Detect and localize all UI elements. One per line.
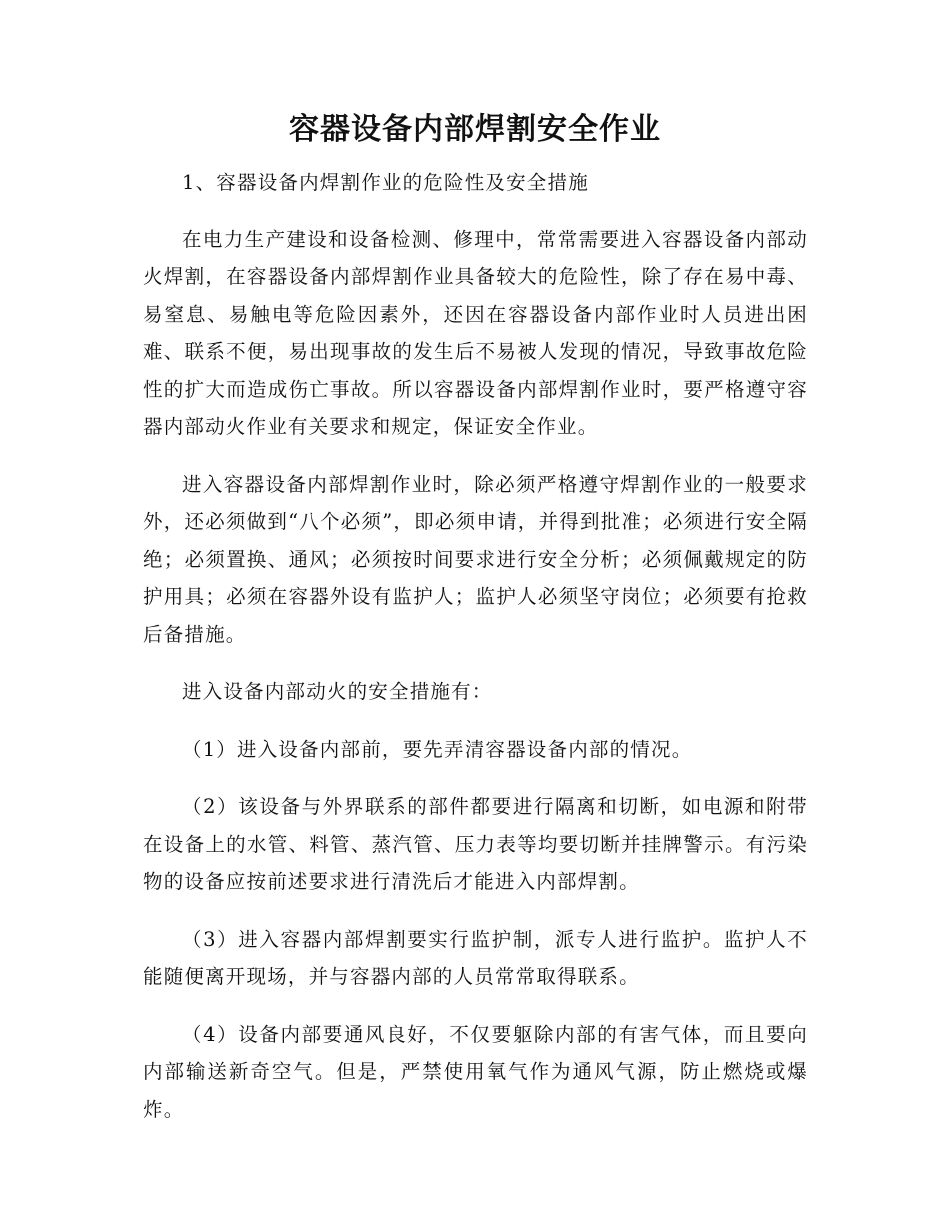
list-item-4: （4）设备内部要通风良好，不仅要躯除内部的有害气体，而且要向内部输送新奇空气。但是，严禁使用氧气作为通风气源，防止燃烧或爆炸。 bbox=[143, 1022, 808, 1121]
paragraph-hazards: 在电力生产建设和设备检测、修理中，常常需要进入容器设备内部动火焊割，在容器设备内部焊割作业具备较大的危险性，除了存在易中毒、易窒息、易触电等危险因素外，还因在容器设备内部作业时人员进出困难、联系不便，易出现事故的发生后不易被人发现的情况，导致事故危险性的扩大而造成伤亡事故。所以容器设备内部焊割作业时，要严格遵守容器内部动火作业有关要求和规定，保证安全作业。 bbox=[143, 227, 808, 438]
list-item-2: （2）该设备与外界联系的部件都要进行隔离和切断，如电源和附带在设备上的水管、料管、蒸汽管、压力表等均要切断并挂牌警示。有污染物的设备应按前述要求进行清洗后才能进入内部焊割。 bbox=[143, 795, 808, 893]
list-item-1: （1）进入设备内部前，要先弄清容器设备内部的情况。 bbox=[182, 737, 693, 761]
paragraph-eight-musts: 进入容器设备内部焊割作业时，除必须严格遵守焊割作业的一般要求外，还必须做到“八个必须”，即必须申请，并得到批准；必须进行安全隔绝；必须置换、通风；必须按时间要求进行安全分析；必须佩戴规定的防护用具；必须在容器外设有监护人；监护人必须坚守岗位；必须要有抢救后备措施。 bbox=[143, 472, 808, 646]
list-item-3: （3）进入容器内部焊割要实行监护制，派专人进行监护。监护人不能随便离开现场，并与容器内部的人员常常取得联系。 bbox=[143, 927, 808, 988]
paragraph-measures-intro: 进入设备内部动火的安全措施有： bbox=[182, 680, 493, 703]
section-heading: 1、容器设备内焊割作业的危险性及安全措施 bbox=[182, 171, 589, 194]
document-body bbox=[143, 164, 808, 1148]
document-title: 容器设备内部焊割安全作业 bbox=[289, 112, 661, 147]
